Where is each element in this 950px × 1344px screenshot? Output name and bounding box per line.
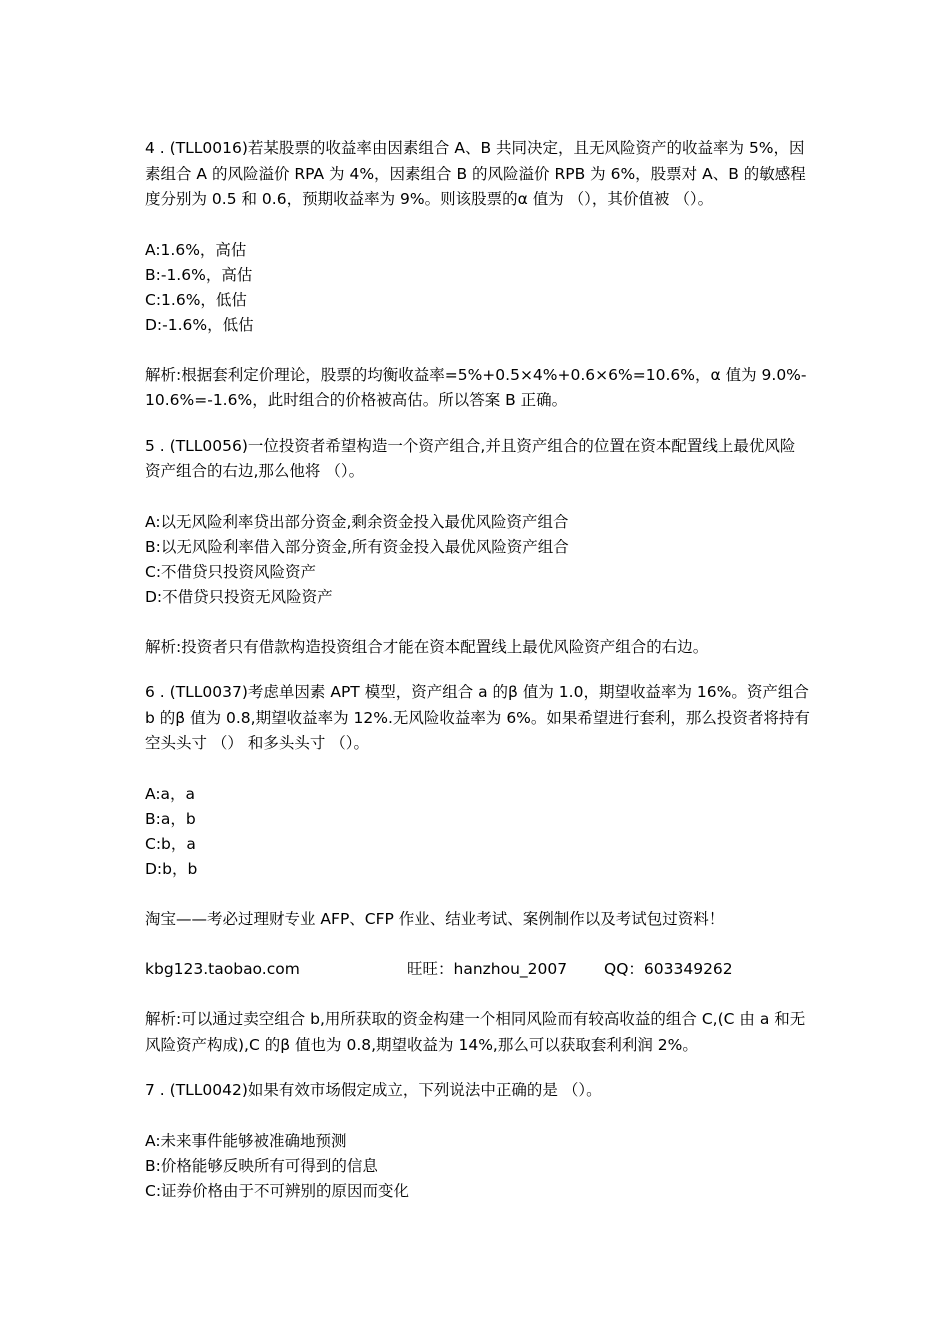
question-7-option-b: B:价格能够反映所有可得到的信息 — [145, 1156, 378, 1175]
question-5-option-b: B:以无风险利率借入部分资金,所有资金投入最优风险资产组合 — [145, 537, 569, 556]
question-5-option-a: A:以无风险利率贷出部分资金,剩余资金投入最优风险资产组合 — [145, 512, 569, 531]
ad-site: kbg123.taobao.com — [145, 960, 300, 978]
question-7-stem: 7 . (TLL0042)如果有效市场假定成立，下列说法中正确的是 （）。 — [145, 1081, 602, 1099]
question-4-stem: 4 . (TLL0016)若某股票的收益率由因素组合 A、B 共同决定，且无风险资产的收益率为 5%，因素组合 A 的风险溢价 RPA 为 4%，因素组合 B 的风险溢价 RPB 为 6%，股票对 A、B 的敏感程度分别为 0.5 和 0.6，预期收益率为 9%。则该股票的α 值为 （），其价值被 （）。 — [145, 139, 806, 208]
ad-text: 淘宝——考必过理财专业 AFP、CFP 作业、结业考试、案例制作以及考试包过资料！ — [145, 909, 725, 928]
question-4-option-b: B:-1.6%，高估 — [145, 265, 253, 284]
question-5-option-d: D:不借贷只投资无风险资产 — [145, 587, 333, 606]
ad-wangwang: 旺旺：hanzhou_2007 — [407, 960, 568, 978]
document-page — [145, 136, 810, 1204]
ad-contact-row — [145, 957, 810, 982]
question-6-option-d: D:b，b — [145, 859, 198, 878]
question-6-option-a: A:a，a — [145, 784, 196, 803]
question-4-option-d: D:-1.6%，低估 — [145, 315, 254, 334]
question-7-option-a: A:未来事件能够被准确地预测 — [145, 1131, 347, 1150]
question-6-option-c: C:b，a — [145, 834, 196, 853]
question-5-stem: 5 . (TLL0056)一位投资者希望构造一个资产组合,并且资产组合的位置在资本配置线上最优风险资产组合的右边,那么他将 （）。 — [145, 436, 796, 480]
question-5-analysis: 解析:投资者只有借款构造投资组合才能在资本配置线上最优风险资产组合的右边。 — [145, 637, 709, 656]
question-6-analysis: 解析:可以通过卖空组合 b,用所获取的资金构建一个相同风险而有较高收益的组合 C,(C 由 a 和无风险资产构成),C 的β 值也为 0.8,期望收益为 14%,那么可以获取套利利润 2%。 — [145, 1010, 806, 1054]
ad-qq: QQ：603349262 — [604, 960, 733, 978]
question-6-option-b: B:a，b — [145, 809, 196, 828]
question-7-option-c: C:证券价格由于不可辨别的原因而变化 — [145, 1181, 410, 1200]
question-5-option-c: C:不借贷只投资风险资产 — [145, 562, 317, 581]
question-4-analysis: 解析:根据套利定价理论，股票的均衡收益率=5%+0.5×4%+0.6×6%=10.6%，α 值为 9.0%-10.6%=-1.6%，此时组合的价格被高估。所以答案 B 正确。 — [145, 365, 807, 409]
question-4-option-a: A:1.6%，高估 — [145, 240, 247, 259]
question-4-option-c: C:1.6%，低估 — [145, 290, 247, 309]
question-6-stem: 6 . (TLL0037)考虑单因素 APT 模型，资产组合 a 的β 值为 1.0，期望收益率为 16%。资产组合 b 的β 值为 0.8,期望收益率为 12%.无风险收益率为 6%。如果希望进行套利，那么投资者将持有空头头寸 （） 和多头头寸 （）。 — [145, 683, 810, 752]
